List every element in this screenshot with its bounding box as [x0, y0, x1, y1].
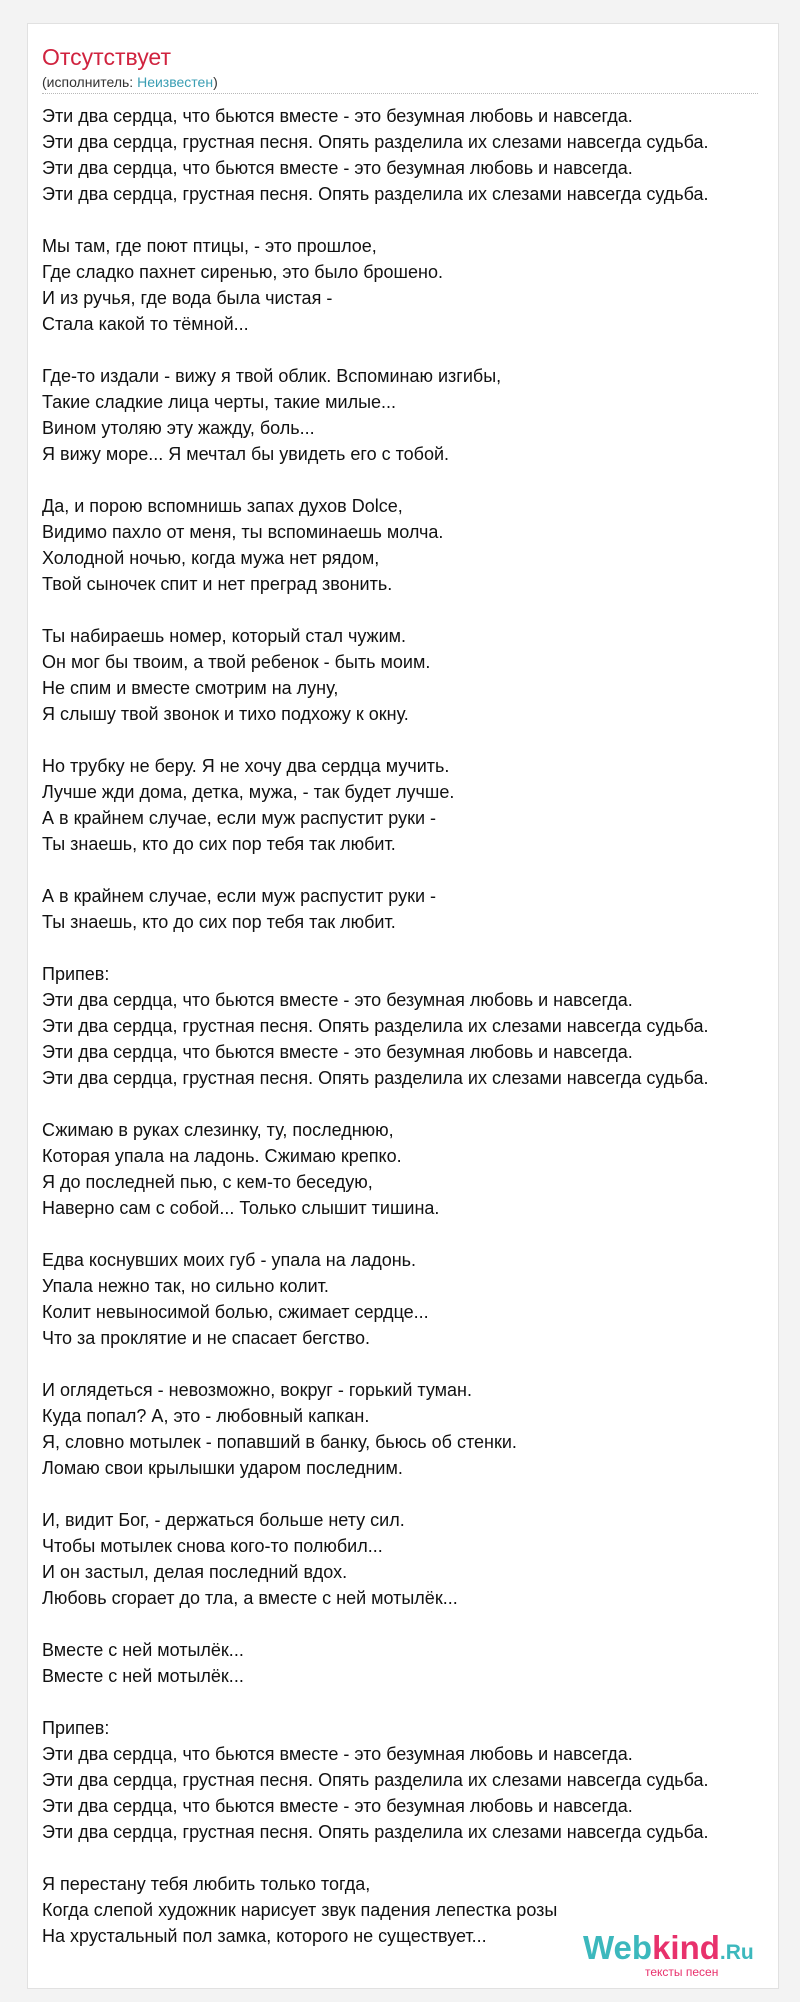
stanza-break: [42, 1351, 800, 1377]
logo-part-web: Web: [583, 1929, 653, 1966]
lyric-line: Вместе с ней мотылёк...: [42, 1666, 244, 1686]
site-logo[interactable]: [583, 1928, 778, 1984]
lyric-line: Твой сыночек спит и нет преград звонить.: [42, 574, 393, 594]
lyric-line: Что за проклятие и не спасает бегство.: [42, 1328, 371, 1348]
lyric-line: Чтобы мотылек снова кого-то полюбил...: [42, 1536, 383, 1556]
lyric-line: Упала нежно так, но сильно колит.: [42, 1276, 329, 1296]
lyric-line: Ты набираешь номер, который стал чужим.: [42, 626, 407, 646]
lyric-line: И, видит Бог, - держаться больше нету сил.: [42, 1510, 405, 1530]
lyric-line: Сжимаю в руках слезинку, ту, последнюю,: [42, 1120, 394, 1140]
lyric-line: Он мог бы твоим, а твой ребенок - быть моим.: [42, 652, 431, 672]
lyric-line: Ты знаешь, кто до сих пор тебя так любит.: [42, 834, 396, 854]
stanza-break: [42, 1221, 800, 1247]
lyric-line: Эти два сердца, что бьются вместе - это безумная любовь и навсегда.: [42, 1744, 633, 1764]
stanza-break: [42, 337, 800, 363]
artist-line: [42, 73, 218, 91]
lyric-line: Когда слепой художник нарисует звук падения лепестка розы: [42, 1900, 558, 1920]
lyric-line: И он застыл, делая последний вдох.: [42, 1562, 348, 1582]
lyric-line: Я перестану тебя любить только тогда,: [42, 1874, 371, 1894]
lyric-line: Вином утоляю эту жажду, боль...: [42, 418, 315, 438]
lyric-line: Вместе с ней мотылёк...: [42, 1640, 244, 1660]
lyric-line: Я вижу море... Я мечтал бы увидеть его с тобой.: [42, 444, 450, 464]
lyric-line: Мы там, где поют птицы, - это прошлое,: [42, 236, 377, 256]
lyric-line: Где-то издали - вижу я твой облик. Вспоминаю изгибы,: [42, 366, 502, 386]
lyric-line: Такие сладкие лица черты, такие милые...: [42, 392, 397, 412]
lyric-line: Я, словно мотылек - попавший в банку, бьюсь об стенки.: [42, 1432, 517, 1452]
lyric-line: На хрустальный пол замка, которого не существует...: [42, 1926, 487, 1946]
lyric-line: Эти два сердца, грустная песня. Опять разделила их слезами навсегда судьба.: [42, 1016, 709, 1036]
lyric-line: А в крайнем случае, если муж распустит руки -: [42, 808, 436, 828]
artist-prefix: (исполнитель:: [42, 74, 138, 90]
lyric-line: Припев:: [42, 964, 110, 984]
lyric-line: И оглядеться - невозможно, вокруг - горький туман.: [42, 1380, 472, 1400]
logo-tagline: тексты песен: [645, 1965, 719, 1979]
lyric-line: Которая упала на ладонь. Сжимаю крепко.: [42, 1146, 402, 1166]
stanza-break: [42, 857, 800, 883]
lyric-line: Лучше жди дома, детка, мужа, - так будет лучше.: [42, 782, 455, 802]
lyric-line: Куда попал? А, это - любовный капкан.: [42, 1406, 370, 1426]
lyric-line: Ломаю свои крылышки ударом последним.: [42, 1458, 403, 1478]
lyric-line: Эти два сердца, грустная песня. Опять разделила их слезами навсегда судьба.: [42, 1822, 709, 1842]
artist-link[interactable]: Неизвестен: [137, 74, 214, 90]
lyric-line: Наверно сам с собой... Только слышит тишина.: [42, 1198, 440, 1218]
lyric-line: Эти два сердца, что бьются вместе - это безумная любовь и навсегда.: [42, 106, 633, 126]
lyric-line: Припев:: [42, 1718, 110, 1738]
logo-part-kind: kind: [652, 1929, 720, 1966]
artist-suffix: ): [213, 74, 218, 90]
lyric-line: Эти два сердца, грустная песня. Опять разделила их слезами навсегда судьба.: [42, 1770, 709, 1790]
stanza-break: [42, 1091, 800, 1117]
lyric-line: Холодной ночью, когда мужа нет рядом,: [42, 548, 380, 568]
lyric-line: Эти два сердца, что бьются вместе - это безумная любовь и навсегда.: [42, 1796, 633, 1816]
lyric-line: Эти два сердца, грустная песня. Опять разделила их слезами навсегда судьба.: [42, 132, 709, 152]
lyric-line: Эти два сердца, грустная песня. Опять разделила их слезами навсегда судьба.: [42, 184, 709, 204]
stanza-break: [42, 1481, 800, 1507]
stanza-break: [42, 207, 800, 233]
lyrics-body: [42, 103, 800, 1949]
lyric-line: Где сладко пахнет сиренью, это было брошено.: [42, 262, 443, 282]
stanza-break: [42, 727, 800, 753]
stanza-break: [42, 1689, 800, 1715]
lyric-line: Эти два сердца, что бьются вместе - это безумная любовь и навсегда.: [42, 1042, 633, 1062]
lyric-line: Видимо пахло от меня, ты вспоминаешь молча.: [42, 522, 444, 542]
lyric-line: А в крайнем случае, если муж распустит руки -: [42, 886, 436, 906]
lyric-line: Да, и порою вспомнишь запах духов Dolce,: [42, 496, 403, 516]
stanza-break: [42, 935, 800, 961]
lyric-line: Стала какой то тёмной...: [42, 314, 249, 334]
stanza-break: [42, 1611, 800, 1637]
lyric-line: Я до последней пью, с кем-то беседую,: [42, 1172, 373, 1192]
stanza-break: [42, 1845, 800, 1871]
lyric-line: Эти два сердца, что бьются вместе - это безумная любовь и навсегда.: [42, 990, 633, 1010]
lyric-line: Эти два сердца, грустная песня. Опять разделила их слезами навсегда судьба.: [42, 1068, 709, 1088]
lyric-line: Я слышу твой звонок и тихо подхожу к окну.: [42, 704, 409, 724]
stanza-break: [42, 597, 800, 623]
song-title: Отсутствует: [42, 44, 171, 70]
lyric-line: Не спим и вместе смотрим на луну,: [42, 678, 339, 698]
title-divider: [42, 93, 758, 94]
lyric-line: И из ручья, где вода была чистая -: [42, 288, 333, 308]
logo-part-ru: .Ru: [719, 1941, 754, 1964]
stanza-break: [42, 467, 800, 493]
lyric-line: Любовь сгорает до тла, а вместе с ней мотылёк...: [42, 1588, 458, 1608]
lyric-line: Ты знаешь, кто до сих пор тебя так любит.: [42, 912, 396, 932]
lyric-line: Эти два сердца, что бьются вместе - это безумная любовь и навсегда.: [42, 158, 633, 178]
lyric-line: Колит невыносимой болью, сжимает сердце...: [42, 1302, 429, 1322]
lyric-line: Но трубку не беру. Я не хочу два сердца мучить.: [42, 756, 450, 776]
lyric-line: Едва коснувших моих губ - упала на ладонь.: [42, 1250, 417, 1270]
